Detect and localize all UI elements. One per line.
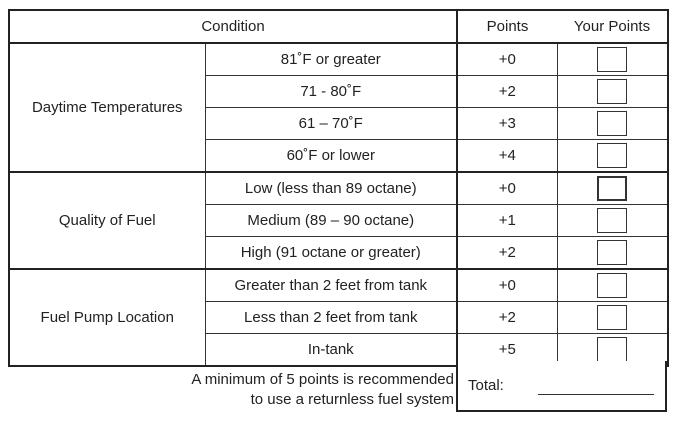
your-points-cell [557,76,668,108]
points-checkbox[interactable] [597,208,627,233]
header-your-points: Your Points [557,10,668,43]
group-label: Daytime Temperatures [9,43,205,172]
points-cell: +0 [457,43,557,76]
points-table-wrapper [8,9,667,367]
points-checkbox[interactable] [597,273,627,298]
condition-cell: Greater than 2 feet from tank [205,269,457,302]
note-line-1: A minimum of 5 points is recommended [191,371,454,388]
your-points-cell [557,108,668,140]
group-label: Quality of Fuel [9,172,205,269]
total-box [456,361,667,412]
points-cell: +4 [457,140,557,173]
your-points-cell [557,205,668,237]
header-points: Points [457,10,557,43]
points-cell: +2 [457,237,557,270]
points-cell: +5 [457,334,557,367]
points-checkbox[interactable] [597,337,627,362]
your-points-cell [557,140,668,173]
total-input-line[interactable] [538,394,654,395]
recommendation-note [158,370,454,410]
points-checkbox[interactable] [597,176,627,201]
points-checkbox[interactable] [597,47,627,72]
condition-cell: Less than 2 feet from tank [205,302,457,334]
condition-cell: High (91 octane or greater) [205,237,457,270]
points-table [8,9,669,367]
condition-cell: 61 – 70˚F [205,108,457,140]
points-cell: +0 [457,269,557,302]
condition-cell: 71 - 80˚F [205,76,457,108]
your-points-cell [557,43,668,76]
header-row [9,10,668,43]
points-cell: +1 [457,205,557,237]
your-points-cell [557,237,668,270]
points-cell: +2 [457,76,557,108]
your-points-cell [557,302,668,334]
group-label: Fuel Pump Location [9,269,205,366]
table-row [9,172,668,205]
points-checkbox[interactable] [597,305,627,330]
condition-cell: Low (less than 89 octane) [205,172,457,205]
points-cell: +2 [457,302,557,334]
condition-cell: 60˚F or lower [205,140,457,173]
header-condition: Condition [9,10,457,43]
points-checkbox[interactable] [597,143,627,168]
table-row [9,43,668,76]
table-footer [8,361,667,413]
condition-cell: Medium (89 – 90 octane) [205,205,457,237]
condition-cell: In-tank [205,334,457,367]
points-checkbox[interactable] [597,79,627,104]
note-line-2: to use a returnless fuel system [250,391,454,408]
points-cell: +0 [457,172,557,205]
condition-cell: 81˚F or greater [205,43,457,76]
points-checkbox[interactable] [597,111,627,136]
total-label: Total: [468,377,504,394]
points-cell: +3 [457,108,557,140]
your-points-cell [557,172,668,205]
your-points-cell [557,269,668,302]
table-row [9,269,668,302]
points-checkbox[interactable] [597,240,627,265]
